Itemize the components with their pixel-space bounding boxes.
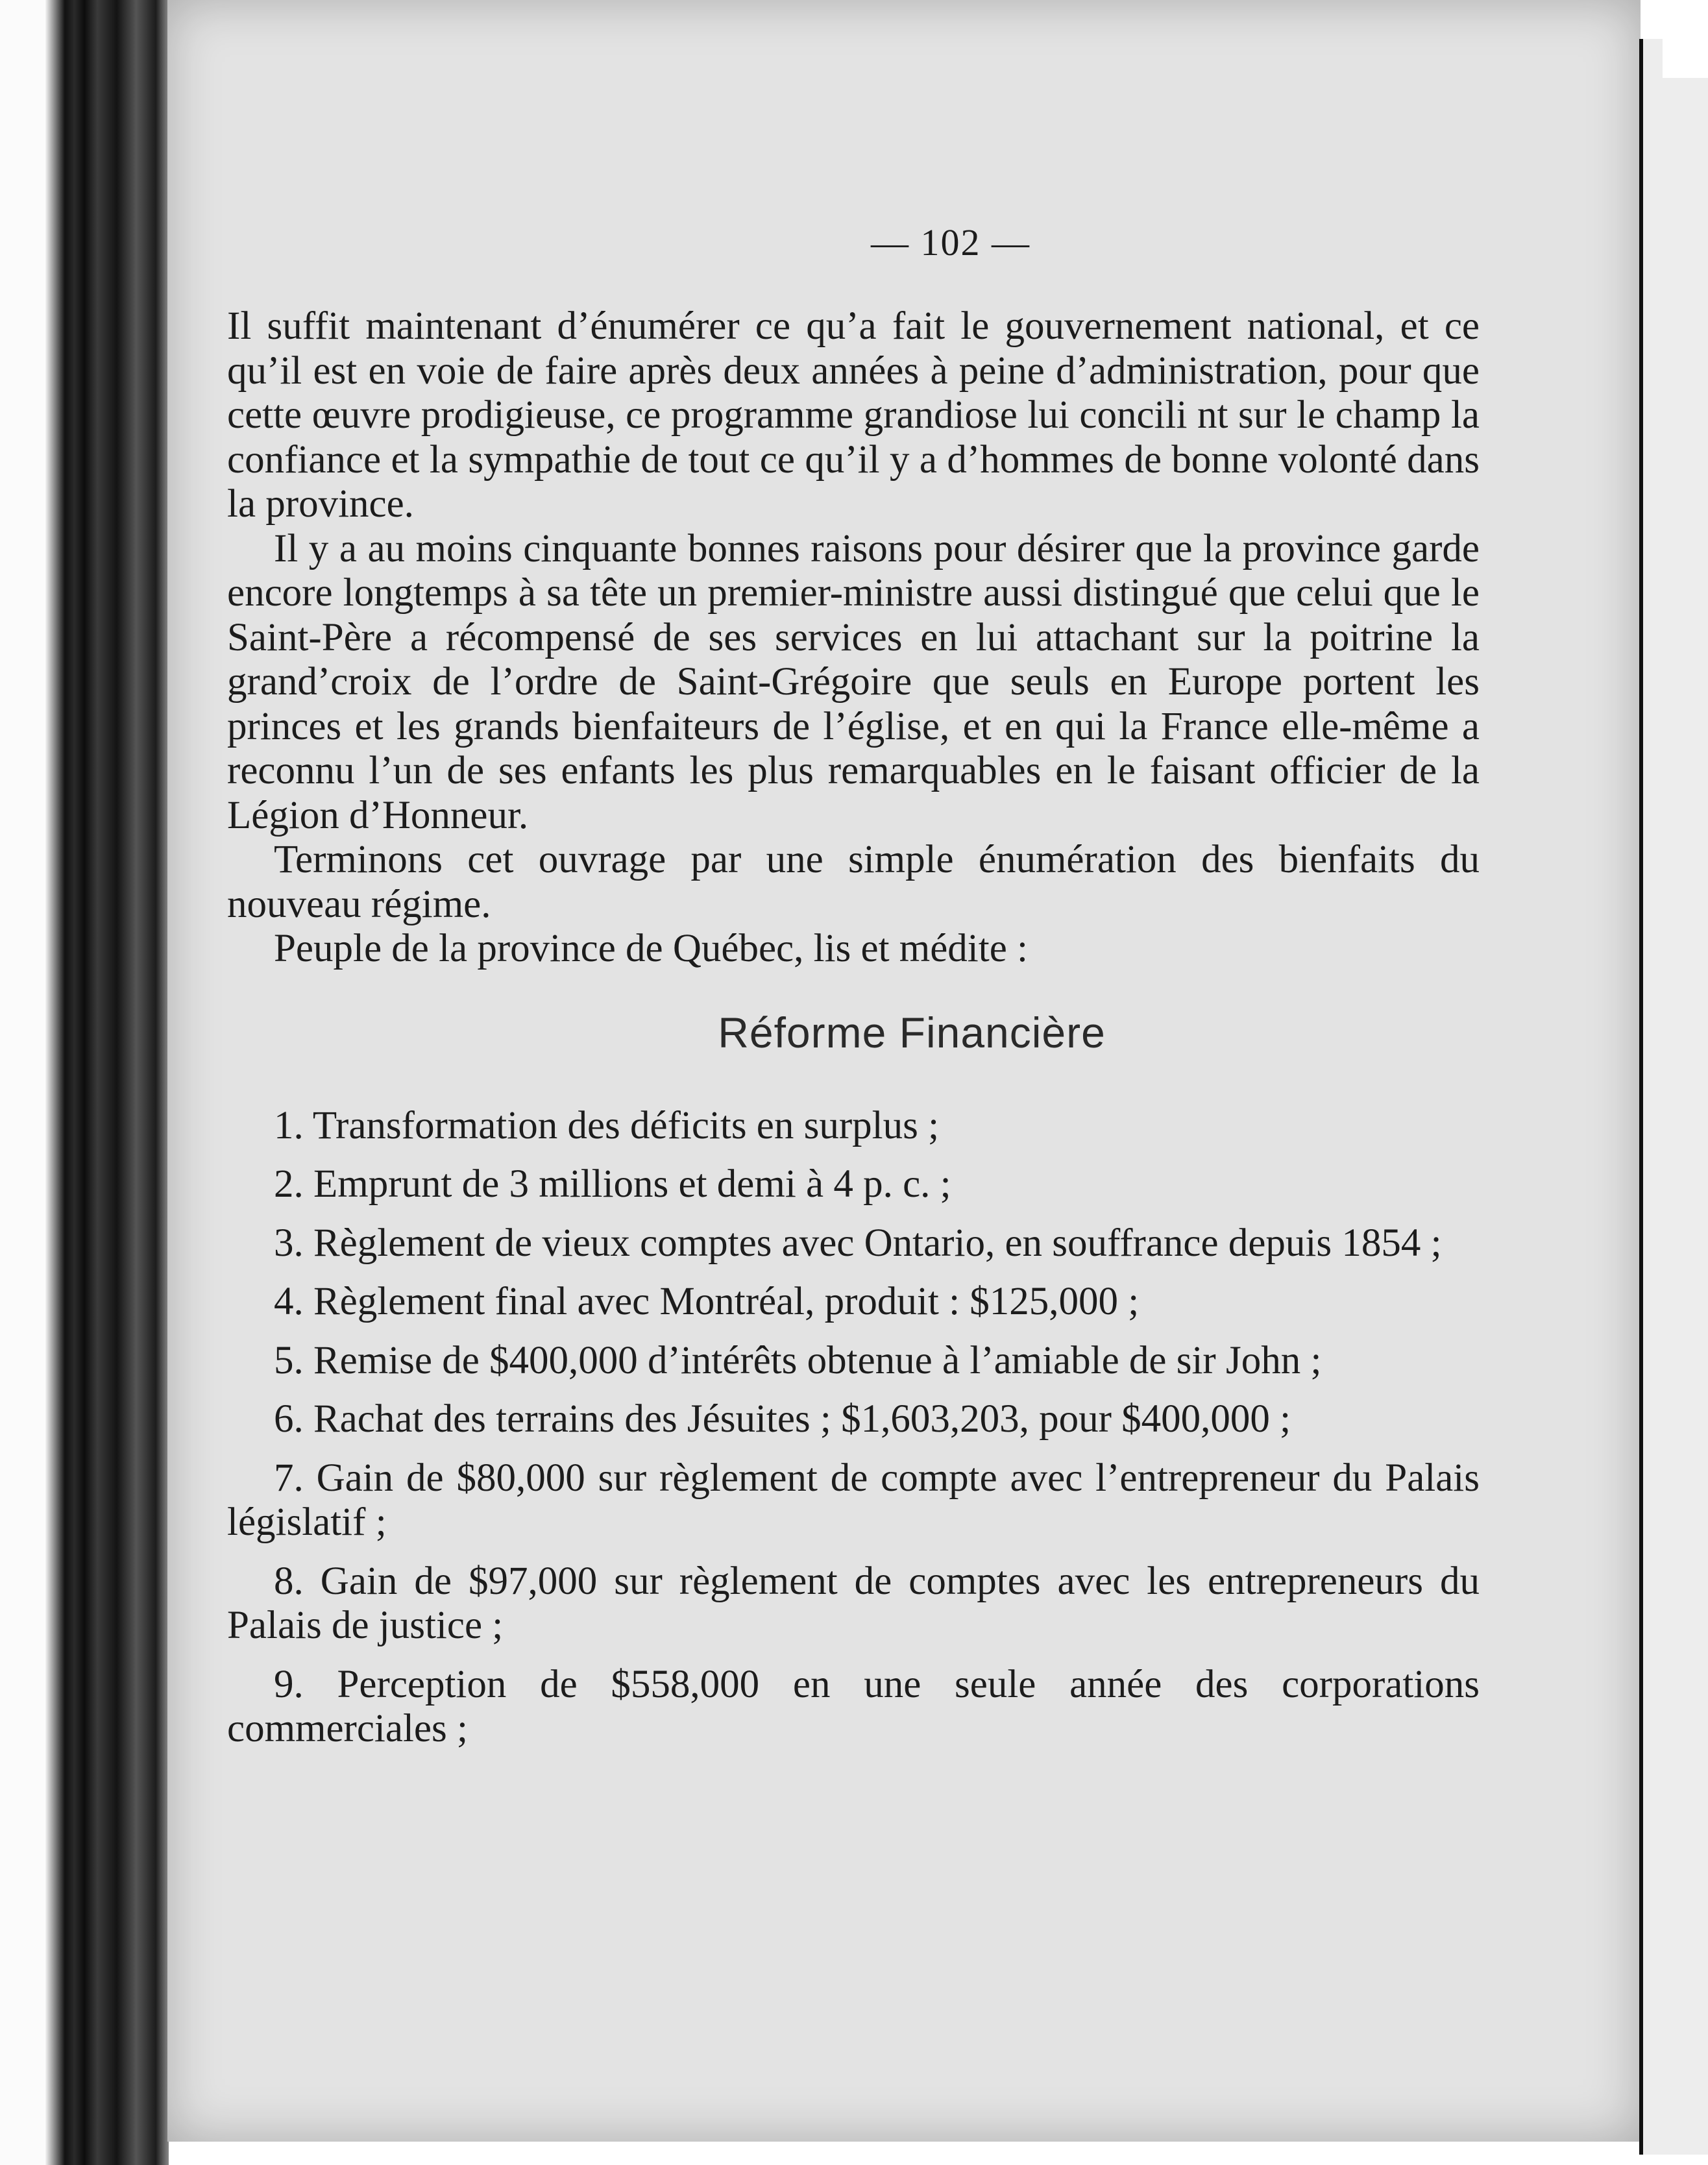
list-item-number: 6. [274,1397,304,1441]
list-item-text: Gain de $97,000 sur règlement de comptes avec les entrepreneurs du Palais de justice ; [227,1559,1480,1647]
list-item [227,1663,1480,1752]
list-item-number: 3. [274,1221,304,1265]
list-item [227,1162,1480,1207]
book-binding-edge [45,0,169,2165]
list-item [227,1104,1480,1149]
list-item-text: Rachat des terrains des Jésuites ; $1,603,203, pour $400,000 ; [313,1397,1291,1441]
paragraph-1: Il suffit maintenant d’énumérer ce qu’a fait le gouvernement national, et ce qu’il est en voie de faire après deux années à peine d’administration, pour que cette œuvre prodigieuse, ce programme grandiose lui concili nt sur le champ la confiance et la sympathie de tout ce qu’il y a d’hommes de bonne volonté dans la province. [227,304,1480,526]
paragraph-2: Il y a au moins cinquante bonnes raisons pour désirer que la province garde encore longtemps à sa tête un premier-ministre aussi distingué que celui que le Saint-Père a récompensé de ses services en lui attachant sur la poitrine la grand’croix de l’ordre de Saint-Grégoire que seuls en Europe portent les princes et les grands bienfaiteurs de l’église, et en qui la France elle-même a reconnu l’un de ses enfants les plus remarquables en le faisant officier de la Légion d’Honneur. [227,526,1480,837]
page-content [227,221,1480,1766]
next-page-edge [1639,39,1708,2155]
list-item-text: Emprunt de 3 millions et demi à 4 p. c. ; [313,1162,951,1206]
paragraph-4: Peuple de la province de Québec, lis et médite : [274,927,1028,970]
list-item-text: Règlement final avec Montréal, produit : $125,000 ; [313,1280,1140,1323]
list-item-text: Règlement de vieux comptes avec Ontario, en souffrance depuis 1854 ; [313,1221,1442,1265]
list-item-number: 1. [274,1103,304,1147]
list-item [227,1339,1480,1384]
list-item-number: 5. [274,1338,304,1382]
next-page-corner [1663,39,1708,78]
list-item [227,1456,1480,1545]
list-item [227,1397,1480,1442]
list-item-number: 4. [274,1280,304,1323]
reform-list [227,1104,1480,1752]
list-item-number: 2. [274,1162,304,1206]
list-item-text: Transformation des déficits en surplus ; [312,1103,940,1147]
list-item-text: Perception de $558,000 en une seule année des corporations commerciales ; [227,1662,1480,1750]
list-item [227,1221,1480,1266]
list-item-number: 9. [274,1662,304,1706]
list-item-number: 8. [274,1559,304,1603]
binding-gap [0,0,47,2165]
page-number: — 102 — [871,221,1031,263]
list-item-text: Gain de $80,000 sur règlement de compte avec l’entrepreneur du Palais législatif ; [227,1456,1480,1544]
paragraph-3: Terminons cet ouvrage par une simple énumération des bienfaits du nouveau régime. [227,838,1480,926]
list-item-number: 7. [274,1456,304,1500]
list-item [227,1280,1480,1325]
section-heading: Réforme Financière [718,1008,1106,1057]
list-item [227,1560,1480,1648]
list-item-text: Remise de $400,000 d’intérêts obtenue à l’amiable de sir John ; [313,1338,1322,1382]
